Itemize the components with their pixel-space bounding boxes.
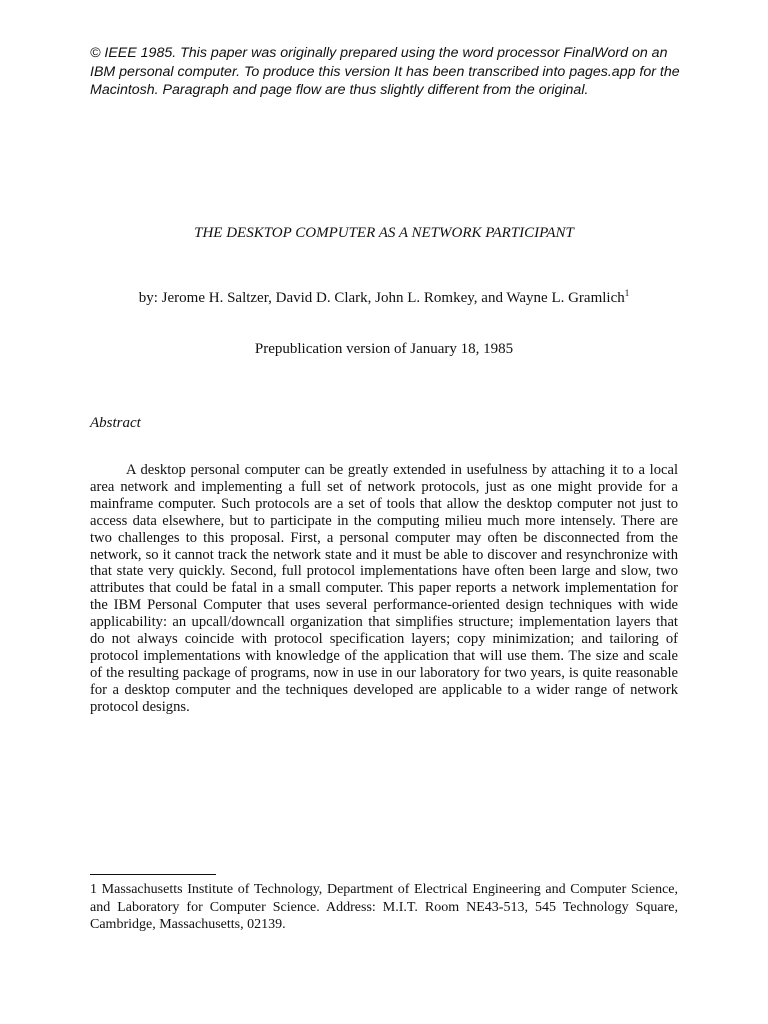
abstract-heading: Abstract bbox=[90, 415, 141, 431]
copyright-notice: © IEEE 1985. This paper was originally prepared using the word processor FinalWord on an IBM personal computer. To produce this version It has been transcribed into pages.app for the Macintosh. Paragraph and page flow are thus slightly different from the original. bbox=[90, 45, 680, 98]
abstract-body: A desktop personal computer can be greatly extended in usefulness by attaching it to a local area network and implementing a full set of network protocols, just as one might provide for a mainframe computer. Such protocols are a set of tools that allow the desktop computer not just to access data elsewhere, but to participate in the computing milieu much more intensely. There are two challenges to this proposal. First, a personal computer may often be disconnected from the network, so it cannot track the network state and it must be able to discover and resynchronize with that state very quickly. Second, full protocol implementations have often been large and slow, two attributes that could be fatal in a small computer. This paper reports a network implementation for the IBM Personal Computer that uses several performance-oriented design techniques with wide applicability: an upcall/downcall organization that simplifies structure; implementation layers that do not always coincide with protocol specification layers; copy minimization; and tailoring of protocol implementations with knowledge of the application that will use them. The size and scale of the resulting package of programs, now in use in our laboratory for two years, is quite reasonable for a desktop computer and the techniques developed are applicable to a wider range of network protocol designs. bbox=[90, 462, 678, 715]
footnote-separator bbox=[90, 874, 216, 875]
version-date: Prepublication version of January 18, 1985 bbox=[254, 341, 514, 357]
footnote-text: 1 Massachusetts Institute of Technology, Department of Electrical Engineering and Computer Science, and Laboratory for Computer Science. Address: M.I.T. Room NE43-513, 545 Technology Square, Cambridge, Massachusetts, 02139. bbox=[90, 882, 678, 932]
author-line bbox=[0, 288, 768, 307]
author-footnote-marker: 1 bbox=[624, 288, 630, 298]
author-names: by: Jerome H. Saltzer, David D. Clark, John L. Romkey, and Wayne L. Gramlich bbox=[138, 290, 625, 306]
paper-title: THE DESKTOP COMPUTER AS A NETWORK PARTICIPANT bbox=[194, 225, 574, 241]
